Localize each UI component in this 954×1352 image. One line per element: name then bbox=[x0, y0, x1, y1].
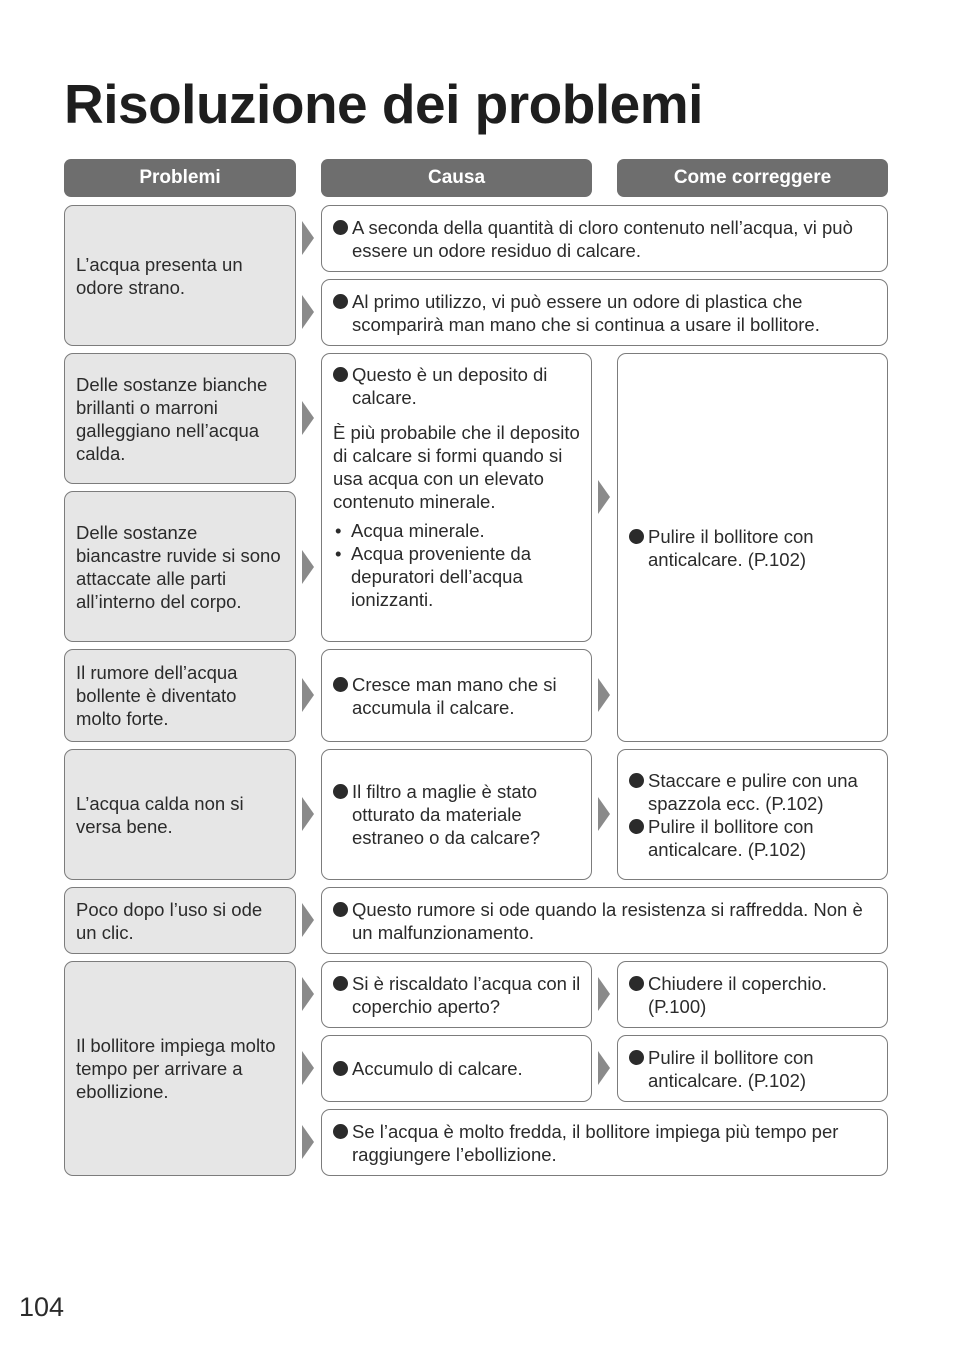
fix-text: Pulire il bollitore con anticalcare. (P.102) bbox=[648, 1046, 814, 1091]
bullet-icon bbox=[629, 1050, 644, 1065]
fix-descale bbox=[617, 353, 888, 742]
fix-text: Pulire il bollitore con anticalcare. (P.102) bbox=[648, 815, 814, 860]
arrow-icon bbox=[302, 401, 314, 435]
cause-sub-item: Acqua proveniente da depuratori dell’acqua ionizzanti. bbox=[351, 543, 531, 610]
arrow-icon bbox=[598, 1051, 610, 1085]
arrow-icon bbox=[302, 797, 314, 831]
cause-text: Si è riscaldato l’acqua con il coperchio aperto? bbox=[352, 972, 581, 1017]
bullet-icon bbox=[333, 976, 348, 991]
problem-poor-pouring bbox=[64, 749, 296, 880]
bullet-icon bbox=[333, 294, 348, 309]
fix-text: Pulire il bollitore con anticalcare. (P.102) bbox=[648, 525, 814, 570]
bullet-icon bbox=[333, 784, 348, 799]
bullet-icon bbox=[629, 819, 644, 834]
cause-text: Al primo utilizzo, vi può essere un odore di plastica che scomparirà man mano che si continua a usare il bollitore. bbox=[352, 290, 820, 335]
problem-click-sound bbox=[64, 887, 296, 954]
page-number: 104 bbox=[19, 1292, 65, 1322]
arrow-icon bbox=[302, 678, 314, 712]
problem-white-substances bbox=[64, 353, 296, 484]
header-cause: Causa bbox=[321, 159, 592, 197]
cause-text: A seconda della quantità di cloro contenuto nell’acqua, vi può essere un odore residuo di calcare. bbox=[352, 216, 853, 261]
arrow-icon bbox=[598, 480, 610, 514]
cause-text: Questo è un deposito di calcare. bbox=[352, 364, 548, 408]
bullet-icon bbox=[333, 902, 348, 917]
arrow-icon bbox=[302, 221, 314, 255]
arrow-icon bbox=[302, 295, 314, 329]
cause-odor-chlorine bbox=[321, 205, 888, 272]
problem-rough-substances bbox=[64, 491, 296, 642]
bullet-icon bbox=[333, 1124, 348, 1139]
sub-bullet-icon: • bbox=[335, 520, 342, 541]
cause-heater-cooling bbox=[321, 887, 888, 954]
bullet-icon bbox=[333, 677, 348, 692]
problem-loud-boiling bbox=[64, 649, 296, 742]
problem-text: Delle sostanze biancastre ruvide si sono attaccate alle parti all’interno del corpo. bbox=[76, 521, 281, 612]
bullet-icon bbox=[333, 220, 348, 235]
cause-text: Il filtro a maglie è stato otturato da materiale estraneo o da calcare? bbox=[352, 781, 541, 848]
arrow-icon bbox=[302, 1125, 314, 1159]
fix-text: Chiudere il coperchio. (P.100) bbox=[648, 972, 827, 1017]
header-fix: Come correggere bbox=[617, 159, 888, 197]
arrow-icon bbox=[302, 977, 314, 1011]
problem-text: L’acqua presenta un odore strano. bbox=[76, 253, 243, 298]
problem-text: L’acqua calda non si versa bene. bbox=[76, 792, 244, 837]
cause-limescale-buildup bbox=[321, 649, 592, 742]
bullet-icon bbox=[333, 1061, 348, 1076]
problem-odor bbox=[64, 205, 296, 346]
problem-text: Delle sostanze bianche brillanti o marroni galleggiano nell’acqua calda. bbox=[76, 373, 268, 464]
arrow-icon bbox=[598, 678, 610, 712]
cause-limescale-deposit bbox=[321, 353, 592, 642]
arrow-icon bbox=[302, 903, 314, 937]
cause-cold-water bbox=[321, 1109, 888, 1176]
bullet-icon bbox=[629, 976, 644, 991]
sub-bullet-icon: • bbox=[335, 543, 342, 564]
cause-text: Questo rumore si ode quando la resistenza si raffredda. Non è un malfunzionamento. bbox=[352, 898, 863, 943]
cause-text: Accumulo di calcare. bbox=[352, 1058, 523, 1079]
problem-text: Poco dopo l’uso si ode un clic. bbox=[76, 898, 263, 943]
arrow-icon bbox=[598, 797, 610, 831]
fix-text: Staccare e pulire con una spazzola ecc. (P.102) bbox=[648, 769, 858, 814]
cause-sub-item: Acqua minerale. bbox=[351, 520, 485, 541]
cause-clogged-filter bbox=[321, 749, 592, 880]
bullet-icon bbox=[629, 773, 644, 788]
arrow-icon bbox=[302, 1051, 314, 1085]
problem-text: Il bollitore impiega molto tempo per arrivare a ebollizione. bbox=[76, 1035, 276, 1102]
arrow-icon bbox=[302, 550, 314, 584]
fix-clean-filter bbox=[617, 749, 888, 880]
header-problems: Problemi bbox=[64, 159, 296, 197]
fix-descale-2 bbox=[617, 1035, 888, 1102]
page-title: Risoluzione dei problemi bbox=[64, 73, 703, 135]
cause-text: Se l’acqua è molto fredda, il bollitore impiega più tempo per raggiungere l’ebollizione. bbox=[352, 1120, 839, 1165]
cause-odor-plastic bbox=[321, 279, 888, 346]
bullet-icon bbox=[629, 529, 644, 544]
fix-close-lid bbox=[617, 961, 888, 1028]
cause-lid-open bbox=[321, 961, 592, 1028]
problem-slow-boiling bbox=[64, 961, 296, 1176]
cause-explanation: È più probabile che il deposito di calcare si formi quando si usa acqua con un elevato contenuto minerale. bbox=[333, 422, 580, 512]
bullet-icon bbox=[333, 367, 348, 382]
arrow-icon bbox=[598, 977, 610, 1011]
cause-limescale bbox=[321, 1035, 592, 1102]
problem-text: Il rumore dell’acqua bollente è diventato molto forte. bbox=[76, 662, 238, 729]
cause-text: Cresce man mano che si accumula il calcare. bbox=[352, 673, 557, 718]
